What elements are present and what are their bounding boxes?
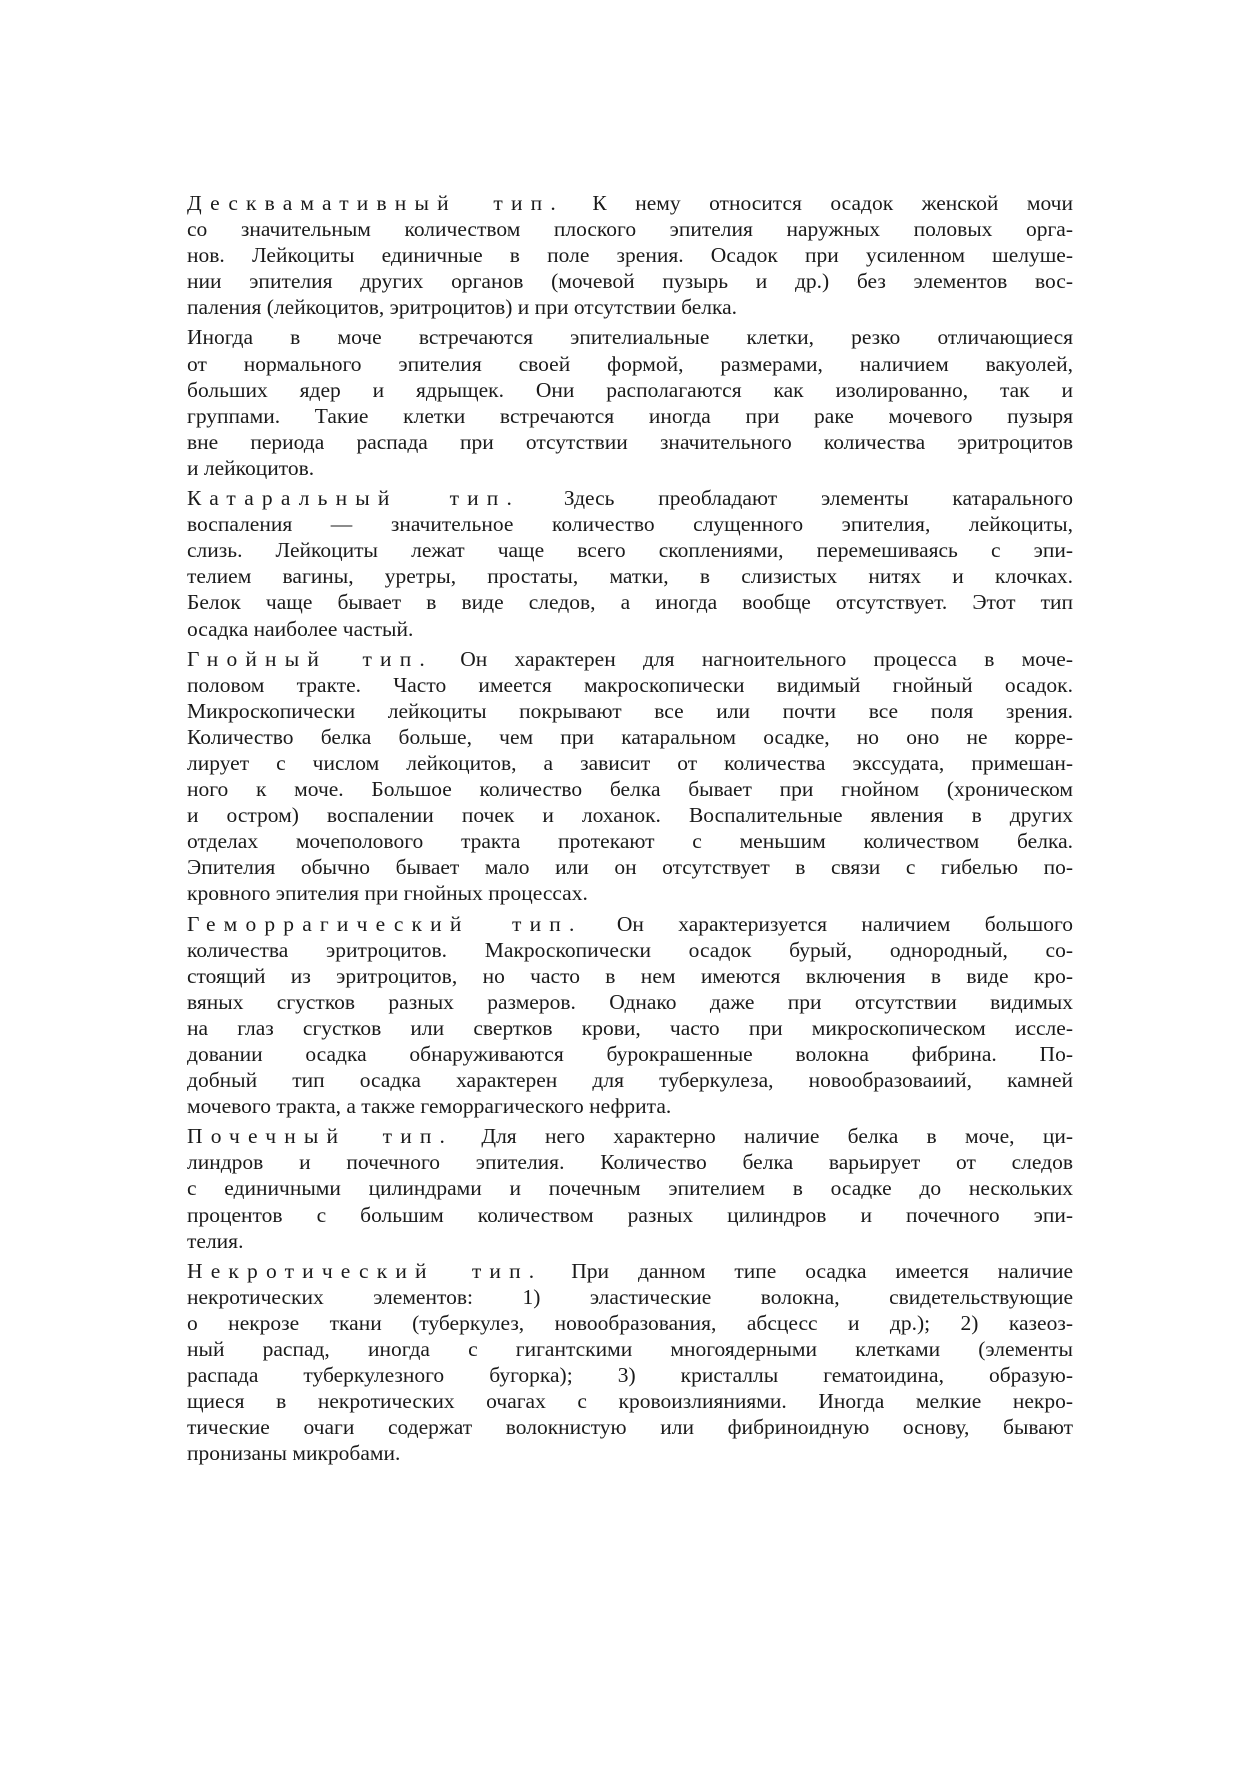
text-line: некротических элементов: 1) эластические волокна, свидетельствующие xyxy=(187,1284,1073,1309)
text-line: количества эритроцитов. Макроскопически осадок бурый, однородный, со- xyxy=(187,937,1073,962)
paragraph-hemorrhagic xyxy=(187,911,1073,1120)
body-text xyxy=(187,190,1073,1471)
paragraph-desquamative xyxy=(187,190,1073,320)
text-line: Десквамативный тип. К нему относится осадок женской мочи xyxy=(187,191,1074,215)
section-heading: Некротический тип. xyxy=(187,1258,543,1283)
text-line: слизь. Лейкоциты лежат чаще всего скоплениями, перемешиваясь с эпи- xyxy=(187,538,1073,563)
text-line: Некротический тип. При данном типе осадка имеется наличие xyxy=(187,1258,1073,1283)
text-line: Катаральный тип. Здесь преобладают элементы катарального xyxy=(187,486,1073,511)
text-line: от нормального эпителия своей формой, размерами, наличием вакуолей, xyxy=(187,351,1073,376)
text-line: Количество белка больше, чем при катаральном осадке, но оно не корре- xyxy=(187,724,1073,749)
text-line: добный тип осадка характерен для туберкулеза, новообразоваиий, камней xyxy=(187,1068,1073,1093)
text-line: больших ядер и ядрыщек. Они располагаются как изолированно, так и xyxy=(187,377,1073,402)
text-line: вяных сгустков разных размеров. Однако даже при отсутствии видимых xyxy=(187,989,1073,1014)
text-line: Иногда в моче встречаются эпителиальные клетки, резко отличающиеся xyxy=(187,325,1073,350)
text-line: группами. Такие клетки встречаются иногда при раке мочевого пузыря xyxy=(187,403,1073,428)
paragraph-purulent xyxy=(187,646,1073,907)
text-line: о некрозе ткани (туберкулез, новообразования, абсцесс и др.); 2) казеоз- xyxy=(187,1310,1073,1335)
text-line: нии эпителия других органов (мочевой пузырь и др.) без элементов вос- xyxy=(187,269,1073,294)
paragraph-catarrhal xyxy=(187,485,1073,642)
text-line: Геморрагический тип. Он характеризуется наличием большого xyxy=(187,911,1073,936)
text-line: кровного эпителия при гнойных процессах. xyxy=(187,881,588,906)
text-line: довании осадка обнаруживаются бурокрашенные волокна фибрина. По- xyxy=(187,1042,1073,1066)
text-line: щиеся в некротических очагах с кровоизлияниями. Иногда мелкие некро- xyxy=(187,1389,1073,1414)
text-line: паления (лейкоцитов, эритроцитов) и при отсутствии белка. xyxy=(187,295,738,320)
section-heading: Катаральный тип. xyxy=(187,486,521,511)
text-line: Белок чаще бывает в виде следов, а иногда вообще отсутствует. Этот тип xyxy=(187,590,1073,615)
paragraph-epithelial-cells xyxy=(187,324,1073,481)
text-line: нов. Лейкоциты единичные в поле зрения. Осадок при усиленном шелуше- xyxy=(187,243,1073,268)
text-line: Гнойный тип. Он характерен для нагноительного процесса в моче- xyxy=(187,646,1073,671)
text-line: пронизаны микробами. xyxy=(187,1441,401,1466)
text-line: половом тракте. Часто имеется макроскопически видимый гнойный осадок. xyxy=(187,672,1073,697)
text-line: стоящий из эритроцитов, но часто в нем имеются включения в виде кро- xyxy=(187,963,1073,988)
text-line: мочевого тракта, а также геморрагического нефрита. xyxy=(187,1094,672,1119)
text-line: Почечный тип. Для него характерно наличие белка в моче, ци- xyxy=(187,1124,1073,1149)
text-line: на глаз сгустков или свертков крови, часто при микроскопическом иссле- xyxy=(187,1015,1073,1040)
section-heading: Геморрагический тип. xyxy=(187,911,583,936)
paragraph-necrotic xyxy=(187,1258,1073,1467)
text-line: процентов с большим количеством разных цилиндров и почечного эпи- xyxy=(187,1202,1073,1227)
text-line: осадка наиболее частый. xyxy=(187,616,414,641)
text-line: Эпителия обычно бывает мало или он отсутствует в связи с гибелью по- xyxy=(187,855,1073,880)
section-heading: Гнойный тип. xyxy=(187,646,433,671)
text-line: ный распад, иногда с гигантскими многоядерными клетками (элементы xyxy=(187,1337,1073,1362)
text-line: отделах мочеполового тракта протекают с меньшим количеством белка. xyxy=(187,829,1073,854)
text-line: ного к моче. Большое количество белка бывает при гнойном (хроническом xyxy=(187,777,1073,802)
text-line: с единичными цилиндрами и почечным эпителием в осадке до нескольких xyxy=(187,1176,1073,1201)
text-line: тические очаги содержат волокнистую или фибриноидную основу, бывают xyxy=(187,1415,1073,1440)
text-line: со значительным количеством плоского эпителия наружных половых орга- xyxy=(187,217,1073,242)
text-line: телия. xyxy=(187,1228,244,1253)
text-line: и остром) воспалении почек и лоханок. Воспалительные явления в других xyxy=(187,803,1073,828)
text-line: лирует с числом лейкоцитов, а зависит от количества экссудата, примешан- xyxy=(187,750,1073,775)
section-heading: Десквамативный тип. xyxy=(187,191,564,215)
section-heading: Почечный тип. xyxy=(187,1124,454,1149)
text-line: Микроскопически лейкоциты покрывают все или почти все поля зрения. xyxy=(187,698,1073,723)
text-line: телием вагины, уретры, простаты, матки, в слизистых нитях и клочках. xyxy=(187,564,1073,589)
paragraph-renal xyxy=(187,1123,1073,1253)
text-line: воспаления — значительное количество слущенного эпителия, лейкоциты, xyxy=(187,512,1073,537)
text-line: и лейкоцитов. xyxy=(187,455,315,480)
text-line: линдров и почечного эпителия. Количество белка варьирует от следов xyxy=(187,1150,1073,1175)
text-line: распада туберкулезного бугорка); 3) кристаллы гематоидина, образую- xyxy=(187,1363,1073,1388)
text-line: вне периода распада при отсутствии значительного количества эритроцитов xyxy=(187,429,1073,454)
